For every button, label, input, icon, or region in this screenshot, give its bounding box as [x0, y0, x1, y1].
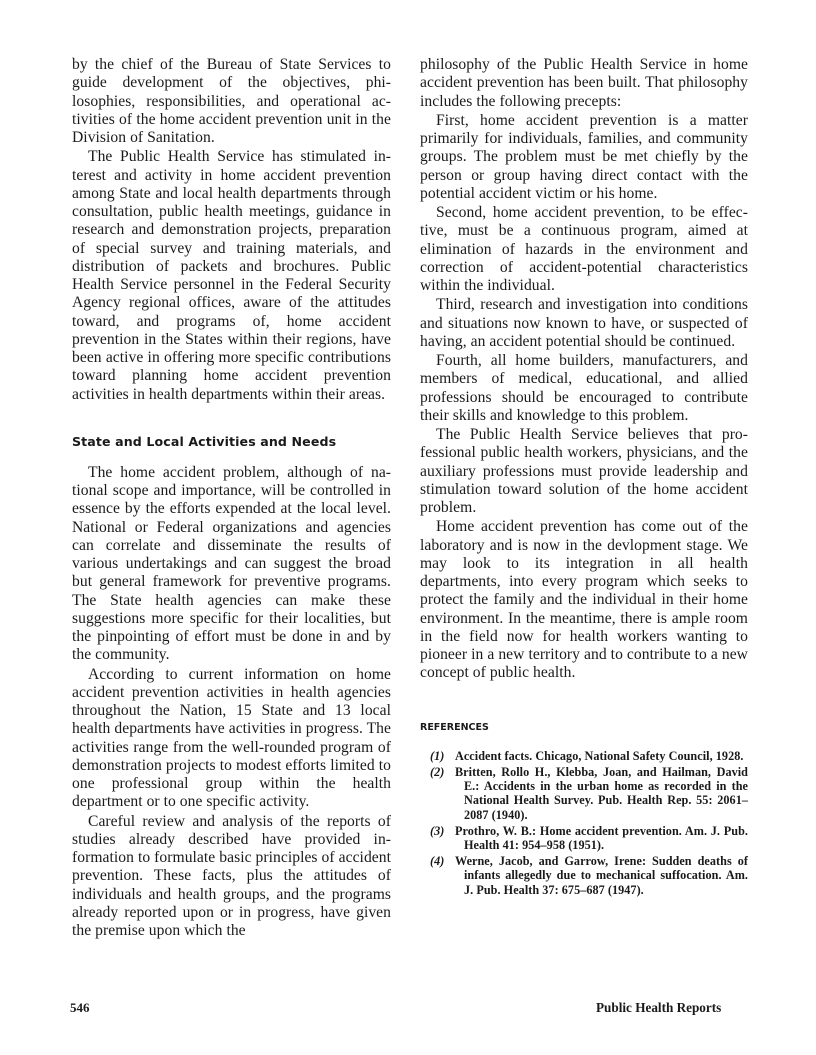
left-column — [72, 56, 391, 941]
reference-text: Werne, Jacob, and Garrow, Irene: Sudden deaths of infants allegedly due to mechanical suffocation. Am. J. Pub. Health 37: 675–687 (1947). — [455, 854, 748, 897]
body-paragraph: Careful review and analysis of the reports of studies already described have provided information to formulate basic principles of accident prevention. These facts, plus the attitudes of individuals and health groups, and the programs already reported upon or in progress, have given the premise upon which the — [72, 812, 391, 939]
precept-paragraph: Second, home accident prevention, to be effective, must be a continuous program, aimed at elimination of hazards in the environment and correction of accident-potential characteristics within the individual. — [420, 204, 748, 294]
reference-item — [420, 749, 748, 763]
reference-item — [420, 854, 748, 897]
reference-text: Accident facts. Chicago, National Safety Council, 1928. — [455, 748, 744, 763]
precept-paragraph: Third, research and investigation into conditions and situations now known to have, or suspected of having, an accident potential should be continued. — [420, 296, 748, 350]
right-column — [420, 56, 748, 899]
body-paragraph: The Public Health Service believes that professional public health workers, physicians, and the auxiliary professions must provide leadership and stimulation toward solution of the home accident problem. — [420, 426, 748, 516]
body-paragraph: Home accident prevention has come out of the laboratory and is now in the devlopment stage. We may look to its integration in all health departments, into every program which seeks to protect the family and the individual in their home environment. In the meantime, there is ample room in the field now for health workers wanting to pioneer in a new territory and to contribute to a new concept of public health. — [420, 518, 748, 682]
reference-number: (4) — [430, 854, 445, 869]
body-paragraph: philosophy of the Public Health Service in home accident prevention has been built. That philosophy includes the following precepts: — [420, 56, 748, 110]
reference-number: (2) — [430, 764, 445, 779]
precept-paragraph: First, home accident prevention is a matter primarily for individuals, families, and community groups. The problem must be met chiefly by the person or group having direct contact with the potential accident victim or his home. — [420, 111, 748, 202]
body-paragraph: by the chief of the Bureau of State Services to guide development of the objectives, philosophies, responsibilities, and operational activities of the home accident prevention unit in the Division of Sanitation. — [72, 56, 391, 146]
references-heading: REFERENCES — [420, 721, 489, 733]
journal-name: Public Health Reports — [596, 1000, 722, 1015]
precept-paragraph: Fourth, all home builders, manufacturers, and members of medical, educational, and allied professions should be encouraged to contribute their skills and knowledge to this problem. — [420, 352, 748, 424]
reference-item — [420, 824, 748, 852]
reference-number: (3) — [430, 823, 445, 838]
section-heading: State and Local Activities and Needs — [72, 433, 337, 449]
reference-number: (1) — [430, 748, 445, 763]
body-paragraph: The Public Health Service has stimulated interest and activity in home accident prevention among State and local health departments through consultation, public health meetings, guidance in research and demonstration projects, preparation of special survey and training materials, and distribution of packets and brochures. Public Health Service personnel in the Federal Security Agency regional offices, aware of the attitudes toward, and programs of, home accident prevention in the States within their regions, have been active in offering more specific contributions toward planning home accident prevention activities in health departments within their areas. — [72, 148, 391, 403]
reference-text: Britten, Rollo H., Klebba, Joan, and Hailman, David E.: Accidents in the urban home as recorded in the National Health Survey. Pub. Health Rep. 55: 2061–2087 (1940). — [455, 764, 748, 822]
reference-item — [420, 765, 748, 822]
references-list — [420, 749, 748, 897]
body-paragraph: According to current information on home accident prevention activities in health agencies throughout the Nation, 15 State and 13 local health departments have activities in progress. The activities range from the well-rounded program of demonstration projects to modest efforts limited to one professional group within the health department or to one specific activity. — [72, 665, 391, 811]
reference-text: Prothro, W. B.: Home accident prevention. Am. J. Pub. Health 41: 954–958 (1951). — [455, 823, 748, 852]
body-paragraph: The home accident problem, although of national scope and importance, will be controlled in essence by the efforts expended at the local level. National or Federal organizations and agencies can correlate and disseminate the results of various undertakings and can suggest the broad but general framework for preventive programs. The State health agencies can make these suggestions more specific for their localities, but the pinpointing of effort must be done in and by the community. — [72, 463, 391, 664]
page-number: 546 — [70, 1000, 90, 1015]
